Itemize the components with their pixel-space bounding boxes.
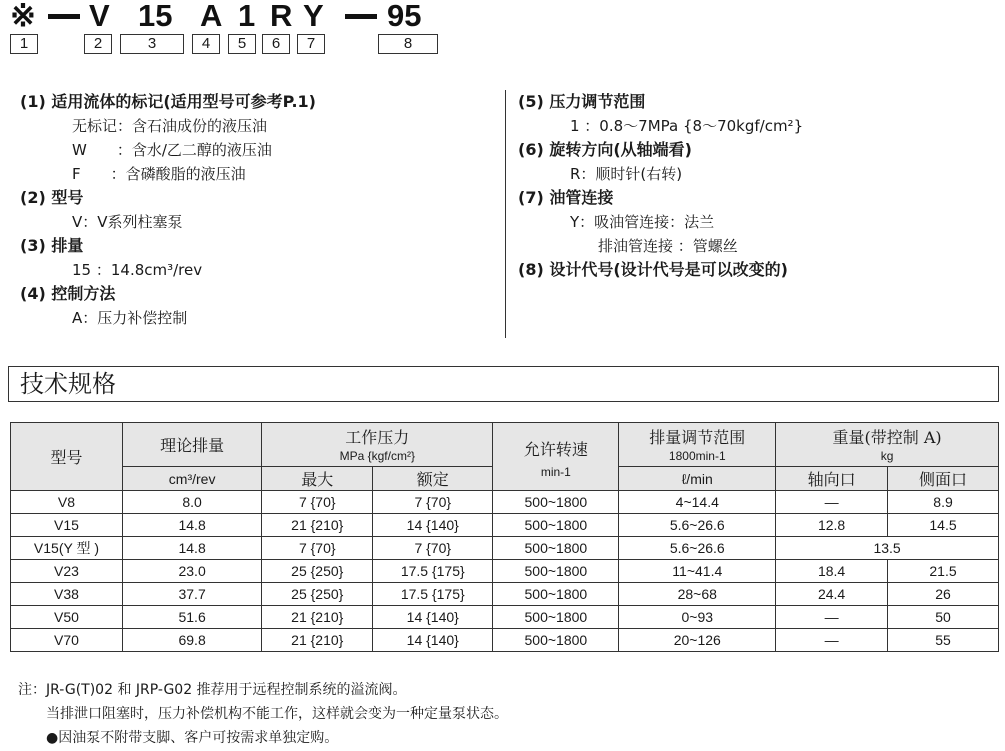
legend-detail: 1 ：0.8～7MPa {8～70kgf/cm²} — [570, 117, 804, 135]
code-char-1: ※ — [10, 0, 36, 33]
cell-displacement: 37.7 — [122, 583, 261, 606]
cell-pressure-rated: 17.5 {175} — [373, 583, 493, 606]
note-line: 注：JR-G(T)02 和 JRP-G02 推荐用于远程控制系统的溢流阀。 — [18, 682, 407, 698]
cell-weight-axial: — — [776, 629, 888, 652]
legend-heading-3: (3) 排量 — [20, 236, 84, 255]
cell-range: 4~14.4 — [619, 491, 776, 514]
cell-weight-axial: — — [776, 606, 888, 629]
cell-speed: 500~1800 — [493, 491, 619, 514]
cell-pressure-max: 21 {210} — [262, 606, 373, 629]
cell-weight-side: 26 — [888, 583, 999, 606]
header-weight-side: 侧面口 — [888, 467, 999, 491]
cell-speed: 500~1800 — [493, 629, 619, 652]
code-char-3: 15 — [138, 0, 173, 33]
header-pressure-rated: 额定 — [373, 467, 493, 491]
legend-detail: 15 ：14.8cm³/rev — [72, 261, 203, 279]
section-title: 技术规格 — [20, 370, 116, 398]
cell-range: 5.6~26.6 — [619, 514, 776, 537]
code-box-5: 5 — [228, 34, 256, 54]
cell-range: 11~41.4 — [619, 560, 776, 583]
legend-heading-1: (1) 适用流体的标记(适用型号可参考P.1) — [20, 92, 316, 111]
cell-speed: 500~1800 — [493, 583, 619, 606]
cell-weight-side: 14.5 — [888, 514, 999, 537]
section-title-box — [8, 366, 999, 402]
legend-heading-2: (2) 型号 — [20, 188, 84, 207]
header-pressure-max: 最大 — [262, 467, 373, 491]
spec-table — [10, 422, 999, 652]
legend-heading-7: (7) 油管连接 — [518, 188, 614, 207]
note-line: 当排泄口阻塞时，压力补偿机构不能工作，这样就会变为一种定量泵状态。 — [18, 706, 508, 722]
header-weight: 重量(带控制 A) kg — [776, 423, 999, 467]
footnotes — [18, 678, 508, 750]
legend-detail: F ：含磷酸脂的液压油 — [72, 165, 246, 183]
column-divider — [505, 90, 506, 338]
table-row — [11, 606, 999, 629]
legend-heading-5: (5) 压力调节范围 — [518, 92, 646, 111]
code-char-5: 1 — [238, 0, 256, 33]
code-box-1: 1 — [10, 34, 38, 54]
header-speed: 允许转速 min-1 — [493, 423, 619, 491]
cell-pressure-max: 25 {250} — [262, 583, 373, 606]
legend-heading-8: (8) 设计代号(设计代号是可以改变的) — [518, 260, 788, 279]
cell-model: V8 — [11, 491, 123, 514]
table-row — [11, 491, 999, 514]
table-row — [11, 514, 999, 537]
cell-pressure-rated: 7 {70} — [373, 491, 493, 514]
cell-displacement: 23.0 — [122, 560, 261, 583]
cell-displacement: 51.6 — [122, 606, 261, 629]
cell-weight-side: 55 — [888, 629, 999, 652]
cell-weight-side: 8.9 — [888, 491, 999, 514]
code-char-7: Y — [303, 0, 324, 33]
header-model: 型号 — [11, 423, 123, 491]
cell-range: 20~126 — [619, 629, 776, 652]
header-displacement: 理论排量 — [122, 423, 261, 467]
cell-weight-merged: 13.5 — [776, 537, 999, 560]
header-weight-axial: 轴向口 — [776, 467, 888, 491]
cell-weight-axial: — — [776, 491, 888, 514]
code-dash — [48, 14, 80, 19]
legend-heading-6: (6) 旋转方向(从轴端看) — [518, 140, 692, 159]
cell-model: V38 — [11, 583, 123, 606]
header-pressure: 工作压力 MPa {kgf/cm²} — [262, 423, 493, 467]
legend-detail: Y：吸油管连接：法兰 — [570, 213, 715, 231]
legend-detail: 无标记：含石油成份的液压油 — [72, 117, 268, 135]
cell-model: V23 — [11, 560, 123, 583]
cell-pressure-max: 7 {70} — [262, 491, 373, 514]
cell-displacement: 8.0 — [122, 491, 261, 514]
cell-range: 5.6~26.6 — [619, 537, 776, 560]
cell-pressure-max: 25 {250} — [262, 560, 373, 583]
cell-weight-axial: 18.4 — [776, 560, 888, 583]
cell-pressure-rated: 14 {140} — [373, 629, 493, 652]
table-row — [11, 560, 999, 583]
code-char-6: R — [270, 0, 293, 33]
code-char-2: V — [89, 0, 110, 33]
legend-detail: A：压力补偿控制 — [72, 309, 188, 327]
legend-detail: 排油管连接 ：管螺丝 — [598, 237, 738, 255]
legend-detail: R：顺时针(右转) — [570, 165, 683, 183]
cell-pressure-rated: 14 {140} — [373, 514, 493, 537]
table-row — [11, 629, 999, 652]
cell-speed: 500~1800 — [493, 514, 619, 537]
code-box-7: 7 — [297, 34, 325, 54]
cell-weight-axial: 12.8 — [776, 514, 888, 537]
header-displacement-unit: cm³/rev — [122, 467, 261, 491]
code-box-2: 2 — [84, 34, 112, 54]
cell-speed: 500~1800 — [493, 606, 619, 629]
code-box-6: 6 — [262, 34, 290, 54]
note-line: ●因油泵不附带支脚、客户可按需求单独定购。 — [18, 730, 339, 746]
cell-model: V15 — [11, 514, 123, 537]
cell-pressure-max: 21 {210} — [262, 629, 373, 652]
cell-model: V70 — [11, 629, 123, 652]
cell-speed: 500~1800 — [493, 537, 619, 560]
cell-pressure-rated: 17.5 {175} — [373, 560, 493, 583]
cell-model: V15(Y 型 ) — [11, 537, 123, 560]
cell-weight-axial: 24.4 — [776, 583, 888, 606]
cell-pressure-rated: 14 {140} — [373, 606, 493, 629]
legend-left — [20, 90, 316, 330]
code-box-8: 8 — [378, 34, 438, 54]
legend-detail: W ：含水/乙二醇的液压油 — [72, 141, 272, 159]
header-adjust-unit: ℓ/min — [619, 467, 776, 491]
cell-pressure-max: 21 {210} — [262, 514, 373, 537]
cell-pressure-max: 7 {70} — [262, 537, 373, 560]
code-box-3: 3 — [120, 34, 184, 54]
code-char-4: A — [200, 0, 223, 33]
code-char-8: 95 — [387, 0, 422, 33]
code-box-4: 4 — [192, 34, 220, 54]
legend-detail: V：V系列柱塞泵 — [72, 213, 183, 231]
cell-displacement: 14.8 — [122, 537, 261, 560]
cell-model: V50 — [11, 606, 123, 629]
cell-displacement: 69.8 — [122, 629, 261, 652]
cell-range: 0~93 — [619, 606, 776, 629]
cell-weight-side: 21.5 — [888, 560, 999, 583]
legend-right — [518, 90, 803, 282]
table-row — [11, 537, 999, 560]
cell-range: 28~68 — [619, 583, 776, 606]
cell-pressure-rated: 7 {70} — [373, 537, 493, 560]
table-row — [11, 583, 999, 606]
code-dash — [345, 14, 377, 19]
legend-heading-4: (4) 控制方法 — [20, 284, 116, 303]
cell-displacement: 14.8 — [122, 514, 261, 537]
cell-speed: 500~1800 — [493, 560, 619, 583]
cell-weight-side: 50 — [888, 606, 999, 629]
header-adjust: 排量调节范围 1800min-1 — [619, 423, 776, 467]
